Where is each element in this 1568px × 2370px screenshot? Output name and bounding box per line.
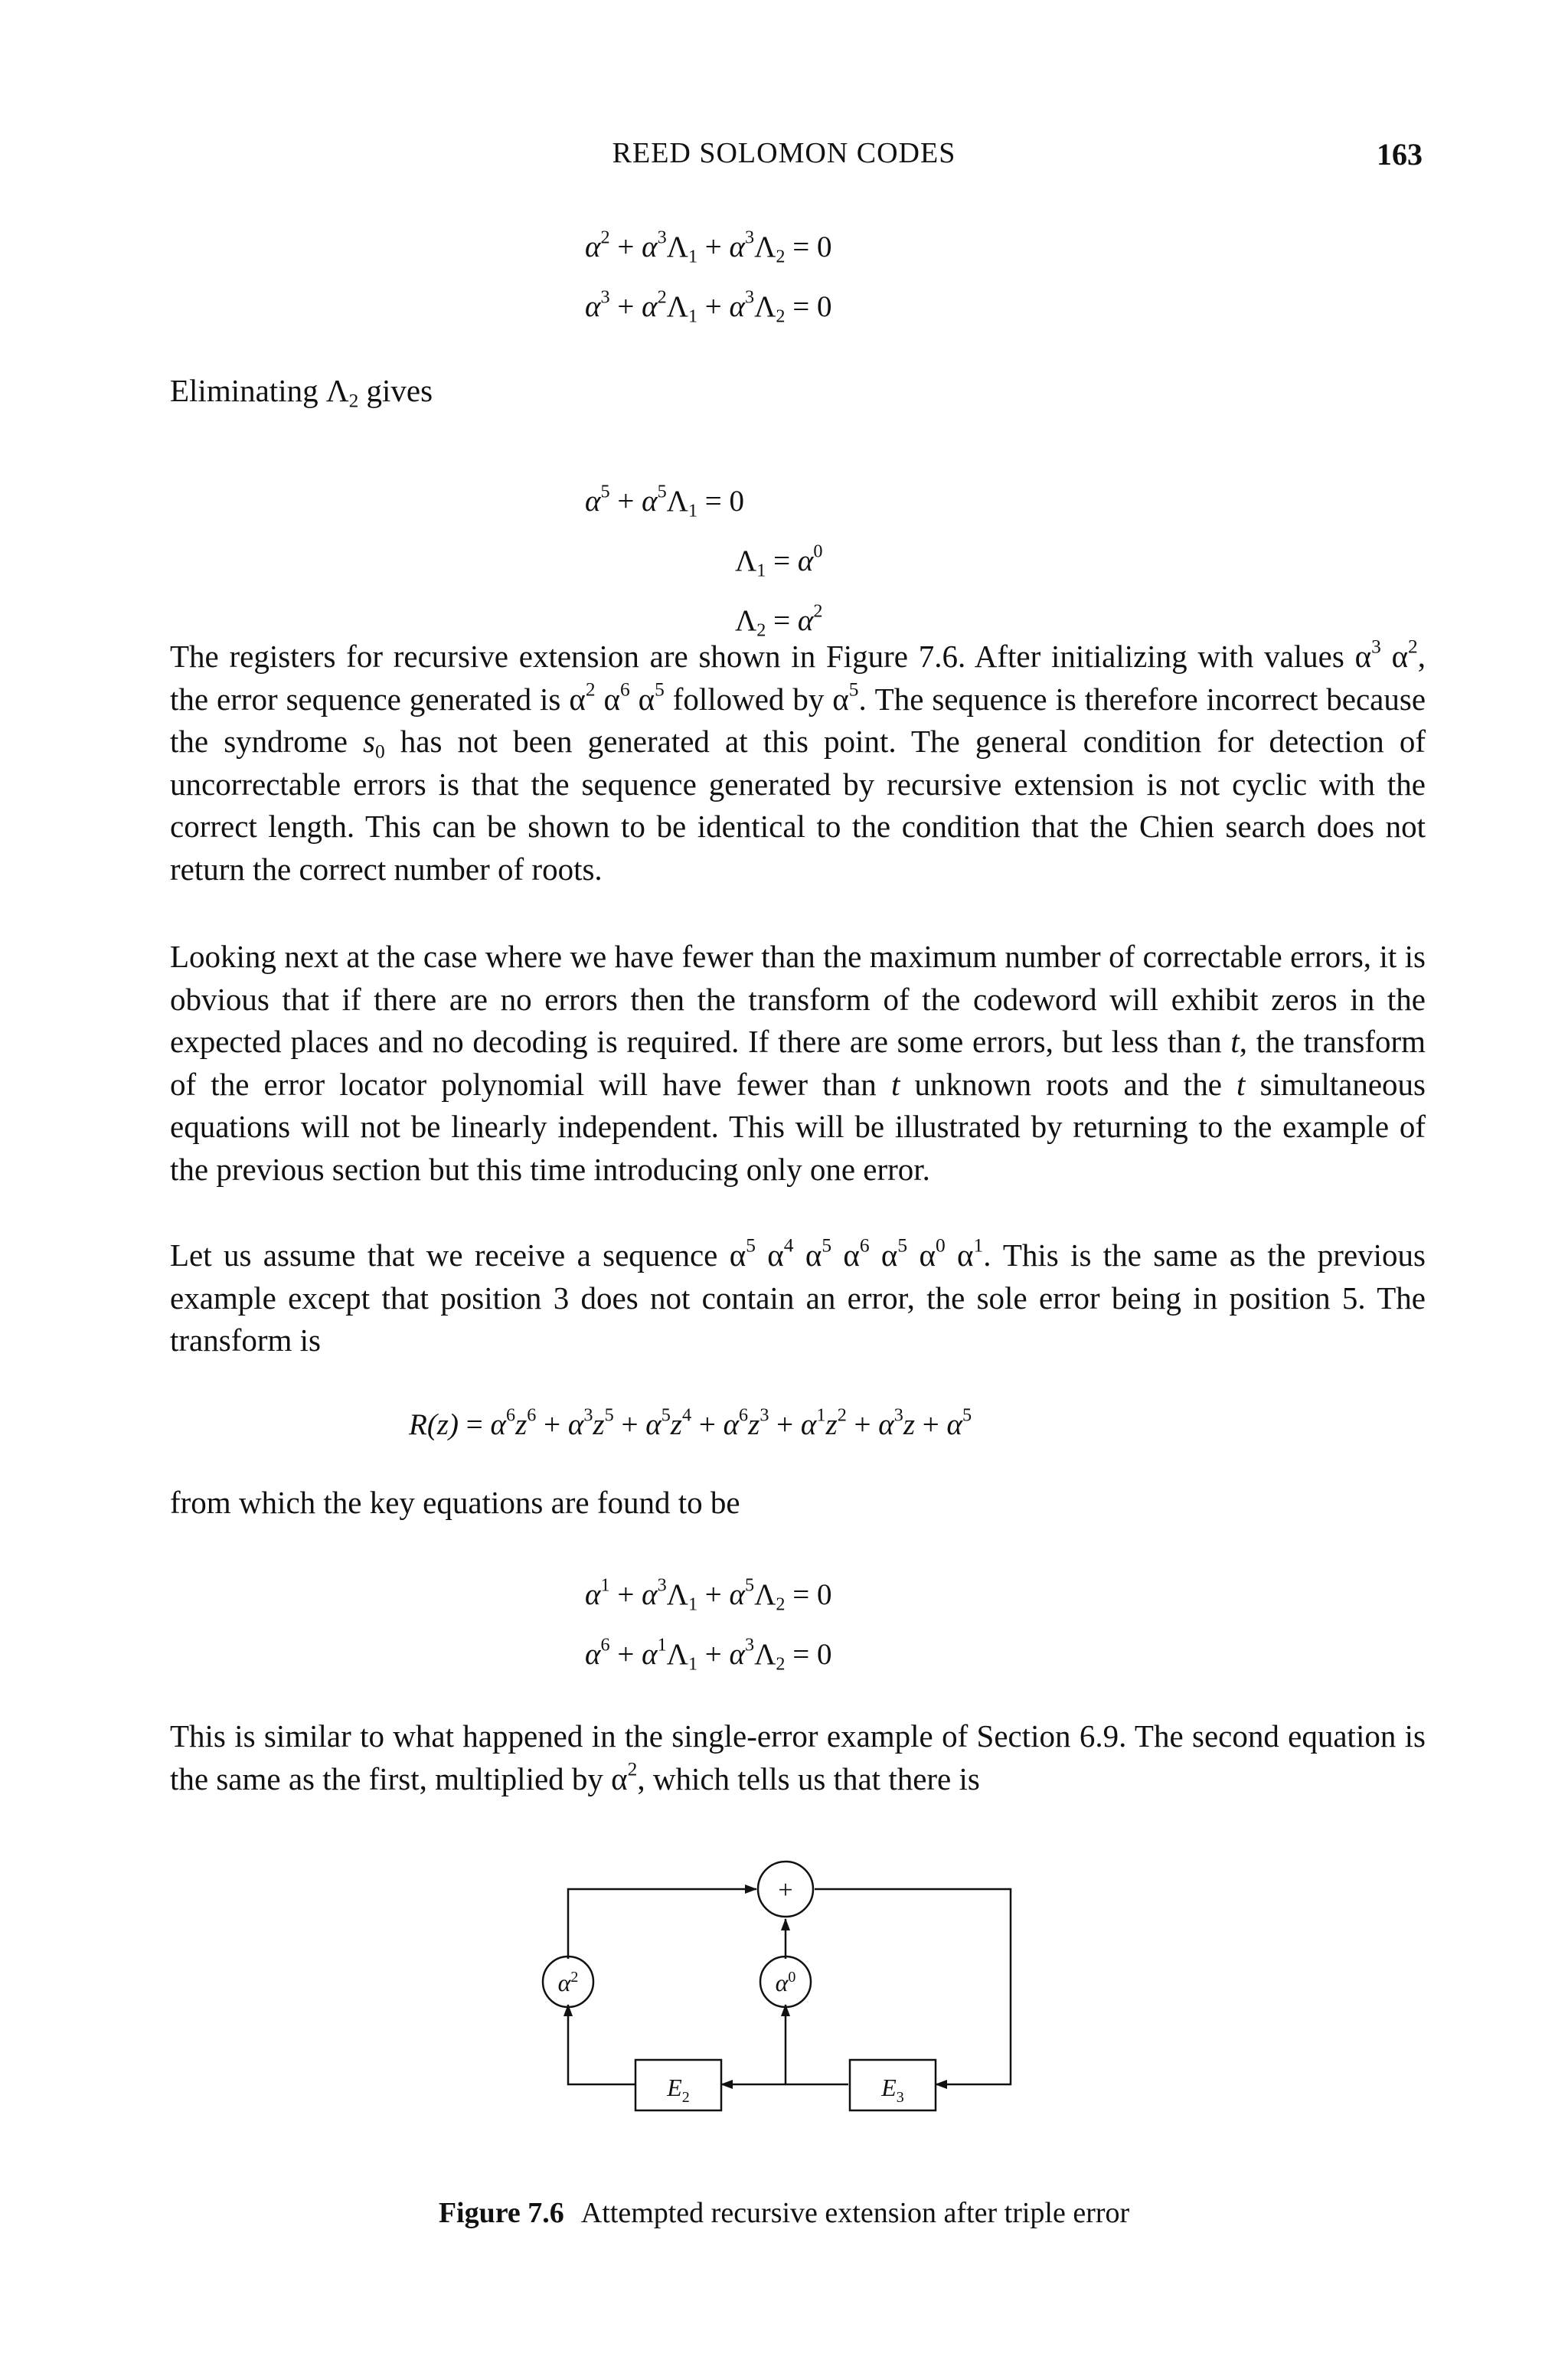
- figure-caption: [0, 2196, 1568, 2230]
- figure-caption-number: Figure 7.6: [438, 2197, 564, 2229]
- equation-5-content: $\Lambda_2 = \alpha^2$: [735, 600, 823, 641]
- paragraph-3-text: Let us assume that we receive a sequence $\alpha^5$ $\alpha^4$ $\alpha^5$ $\alpha^6$ $\alpha^5$ $\alpha^0$ $\alpha^1$. This is the same as the previous example except that position 3 does not contain an error, the sole error being in position 5. The transform is: [170, 1234, 1426, 1358]
- wire-adder-to-e3: [815, 1889, 1011, 2084]
- adder-label: +: [778, 1876, 793, 1904]
- equation-transform-content: $R(z) = \alpha^6z^6 + \alpha^3z^5 + \alpha^5z^4 + \alpha^6z^3 + \alpha^1z^2 + \alpha^3z + \alpha^5$: [409, 1404, 972, 1441]
- paragraph-1-text: The registers for recursive extension are shown in Figure 7.6. After initializing with values $\alpha^3$ $\alpha^2$, the error sequence generated is $\alpha^2$ $\alpha^6$ $\alpha^5$ followed by $\alpha^5$. The sequence is therefore incorrect because the syndrome $s_0$ has not been generated at this point. The general condition for detection of uncorrectable errors is that the sequence generated by recursive extension is not cyclic with the correct length. This can be shown to be identical to the condition that the Chien search does not return the correct number of roots.: [170, 636, 1426, 887]
- equation-1-content: $\alpha^2 + \alpha^3\Lambda_1 + \alpha^3\Lambda_2 = 0$: [585, 227, 832, 267]
- equation-7-content: $\alpha^6 + \alpha^1\Lambda_1 + \alpha^3\Lambda_2 = 0$: [585, 1634, 832, 1675]
- paragraph-4-text: This is similar to what happened in the single-error example of Section 6.9. The second equation is the same as the first, multiplied by $\alpha^2$, which tells us that there is: [170, 1718, 1426, 1796]
- register-e2-label: $E_2$: [667, 2074, 690, 2106]
- equation-6-content: $\alpha^1 + \alpha^3\Lambda_1 + \alpha^5\Lambda_2 = 0$: [585, 1574, 832, 1615]
- eliminating-text: Eliminating $\Lambda_2$ gives: [170, 373, 433, 412]
- running-head: REED SOLOMON CODES: [612, 137, 956, 169]
- wire-e2-left: [568, 2005, 635, 2084]
- equation-3-content: $\alpha^5 + \alpha^5\Lambda_1 = 0$: [585, 481, 745, 521]
- page-number: 163: [1377, 137, 1423, 172]
- equation-4-content: $\Lambda_1 = \alpha^0$: [735, 541, 823, 581]
- register-e3-label: $E_3$: [881, 2074, 904, 2106]
- paragraph-2-text: Looking next at the case where we have fewer than the maximum number of correctable errors, it is obvious that if there are no errors then the transform of the codeword will exhibit zeros in the expected places and no decoding is required. If there are some errors, but less than t, the transform of the error locator polynomial will have fewer than t unknown roots and the t simultaneous equations will not be linearly independent. This will be illustrated by returning to the example of the previous section but this time introducing only one error.: [170, 939, 1426, 1187]
- multiplier-left-label: $\alpha^2$: [557, 1969, 579, 1996]
- wire-alpha2-to-adder: [568, 1889, 756, 1959]
- figure-caption-text: Attempted recursive extension after triple error: [580, 2197, 1130, 2229]
- multiplier-mid-label: $\alpha^0$: [775, 1969, 796, 1996]
- equation-2-content: $\alpha^3 + \alpha^2\Lambda_1 + \alpha^3\Lambda_2 = 0$: [585, 286, 832, 327]
- key-equations-intro-text: from which the key equations are found to be: [170, 1485, 740, 1520]
